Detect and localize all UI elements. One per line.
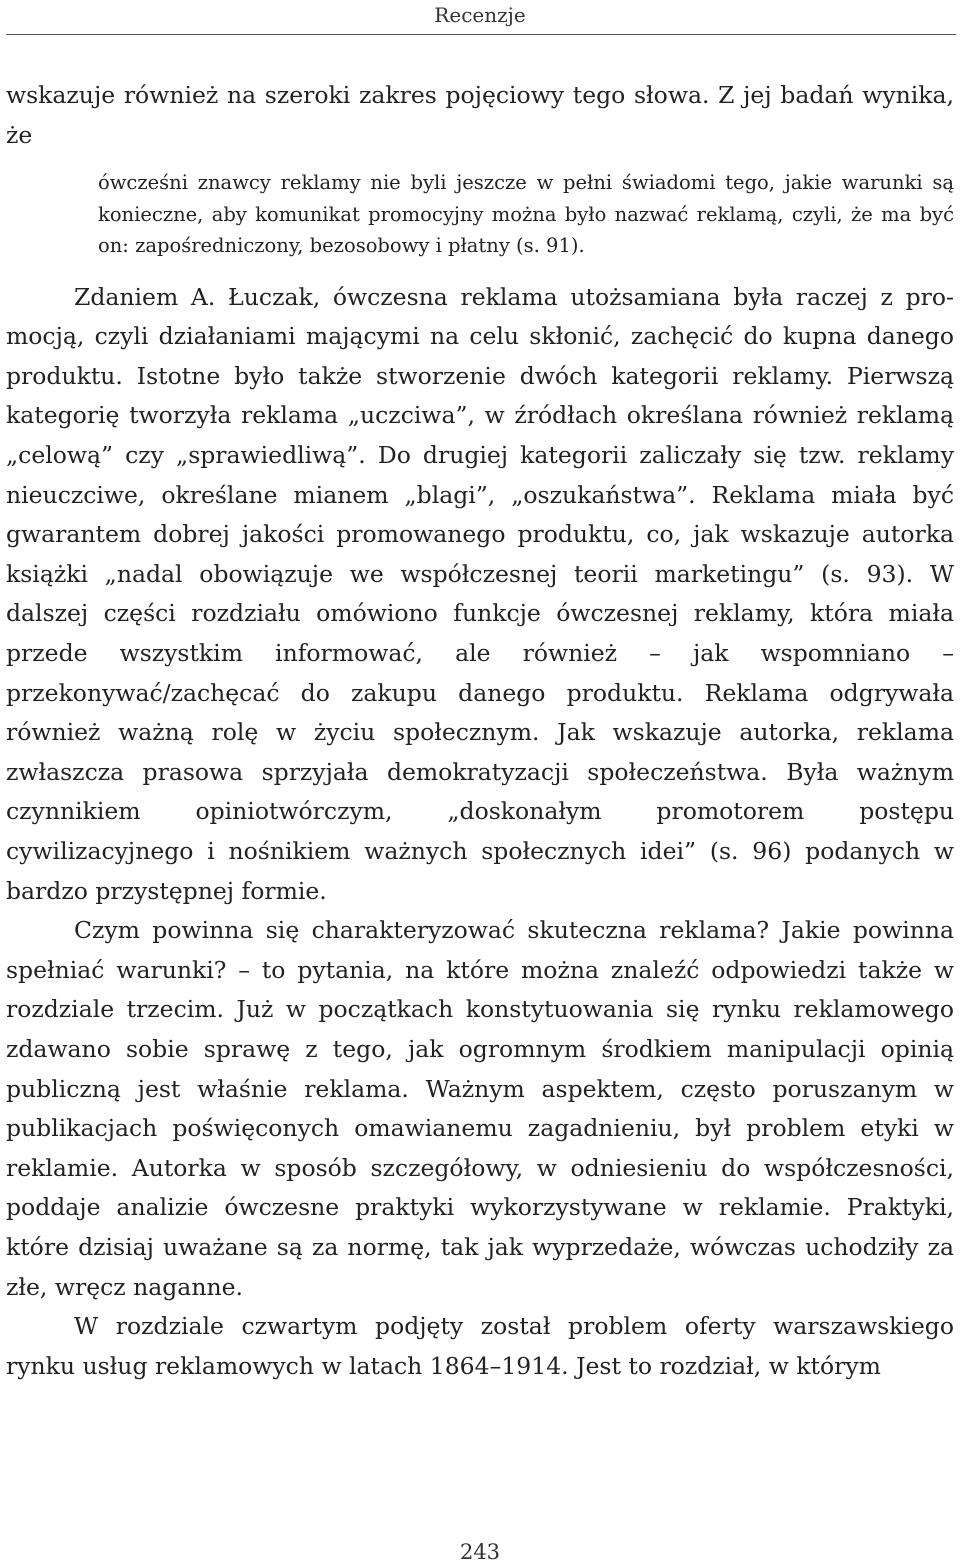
body-paragraph: Czym powinna się charakteryzować skuteczna reklama? Jakie powinna spełniać warunki? – to pytania, na które można znaleźć odpowiedzi także w rozdziale trzecim. Już w początkach konstytuowania się rynku reklamowego zdawano sobie sprawę z tego, jak ogromnym środkiem manipulacji opinią publiczną jest właśnie reklama. Ważnym aspektem, często poruszanym w publikacjach poświęconych omawianemu zagadnieniu, był problem etyki w reklamie. Autorka w sposób szczegółowy, w odniesieniu do współczesności, poddaje analizie ówczesne praktyki wykorzystywane w reklamie. Praktyki, które dzisiaj uważane są za normę, tak jak wyprzedaże, wówczas uchodziły za złe, wręcz naganne. [6, 916, 954, 1301]
intro-paragraph: wskazuje również na szeroki zakres pojęciowy tego słowa. Z jej badań wynika, że [6, 81, 954, 149]
running-title: Recenzje [434, 3, 526, 27]
article-body [6, 76, 954, 1386]
running-header [0, 0, 960, 34]
body-paragraph: W rozdziale czwartym podjęty został problem oferty warszawskiego rynku usług reklamowych w latach 1864–1914. Jest to rozdział, w którym [6, 1312, 954, 1380]
header-rule [6, 34, 956, 35]
body-paragraph: Zdaniem A. Łuczak, ówczesna reklama utożsamiana była raczej z promocją, czyli działaniami mającymi na celu skłonić, zachęcić do kupna danego produktu. Istotne było także stworzenie dwóch kategorii reklamy. Pierwszą kategorię tworzyła reklama „uczciwa”, w źródłach określana również reklamą „celową” czy „sprawiedliwą”. Do drugiej kategorii zaliczały się tzw. reklamy nieuczciwe, określane mianem „blagi”, „oszukaństwa”. Reklama miała być gwarantem dobrej jakości promowanego produktu, co, jak wskazuje autorka książki „nadal obowiązuje we współczesnej teorii marketingu” (s. 93). W dalszej części rozdziału omówiono funkcje ówczesnej reklamy, która miała przede wszystkim informować, ale również – jak wspomniano – przekonywać/zachęcać do zakupu danego produktu. Reklama odgrywała również ważną rolę w życiu społecznym. Jak wskazuje autorka, reklama zwłaszcza prasowa sprzyjała demokratyzacji społeczeństwa. Była ważnym czynnikiem opiniotwórczym, „doskonałym promotorem postępu cywilizacyjnego i nośnikiem ważnych społecznych idei” (s. 96) podanych w bardzo przystępnej formie. [6, 282, 954, 905]
page-number: 243 [459, 1540, 501, 1564]
block-quote: ówcześni znawcy reklamy nie byli jeszcze w pełni świadomi tego, jakie warunki są konieczne, aby komunikat promocyjny można było nazwać reklamą, czyli, że ma być on: zapośredniczony, bezosobowy i płatny (s. 91). [98, 171, 954, 258]
